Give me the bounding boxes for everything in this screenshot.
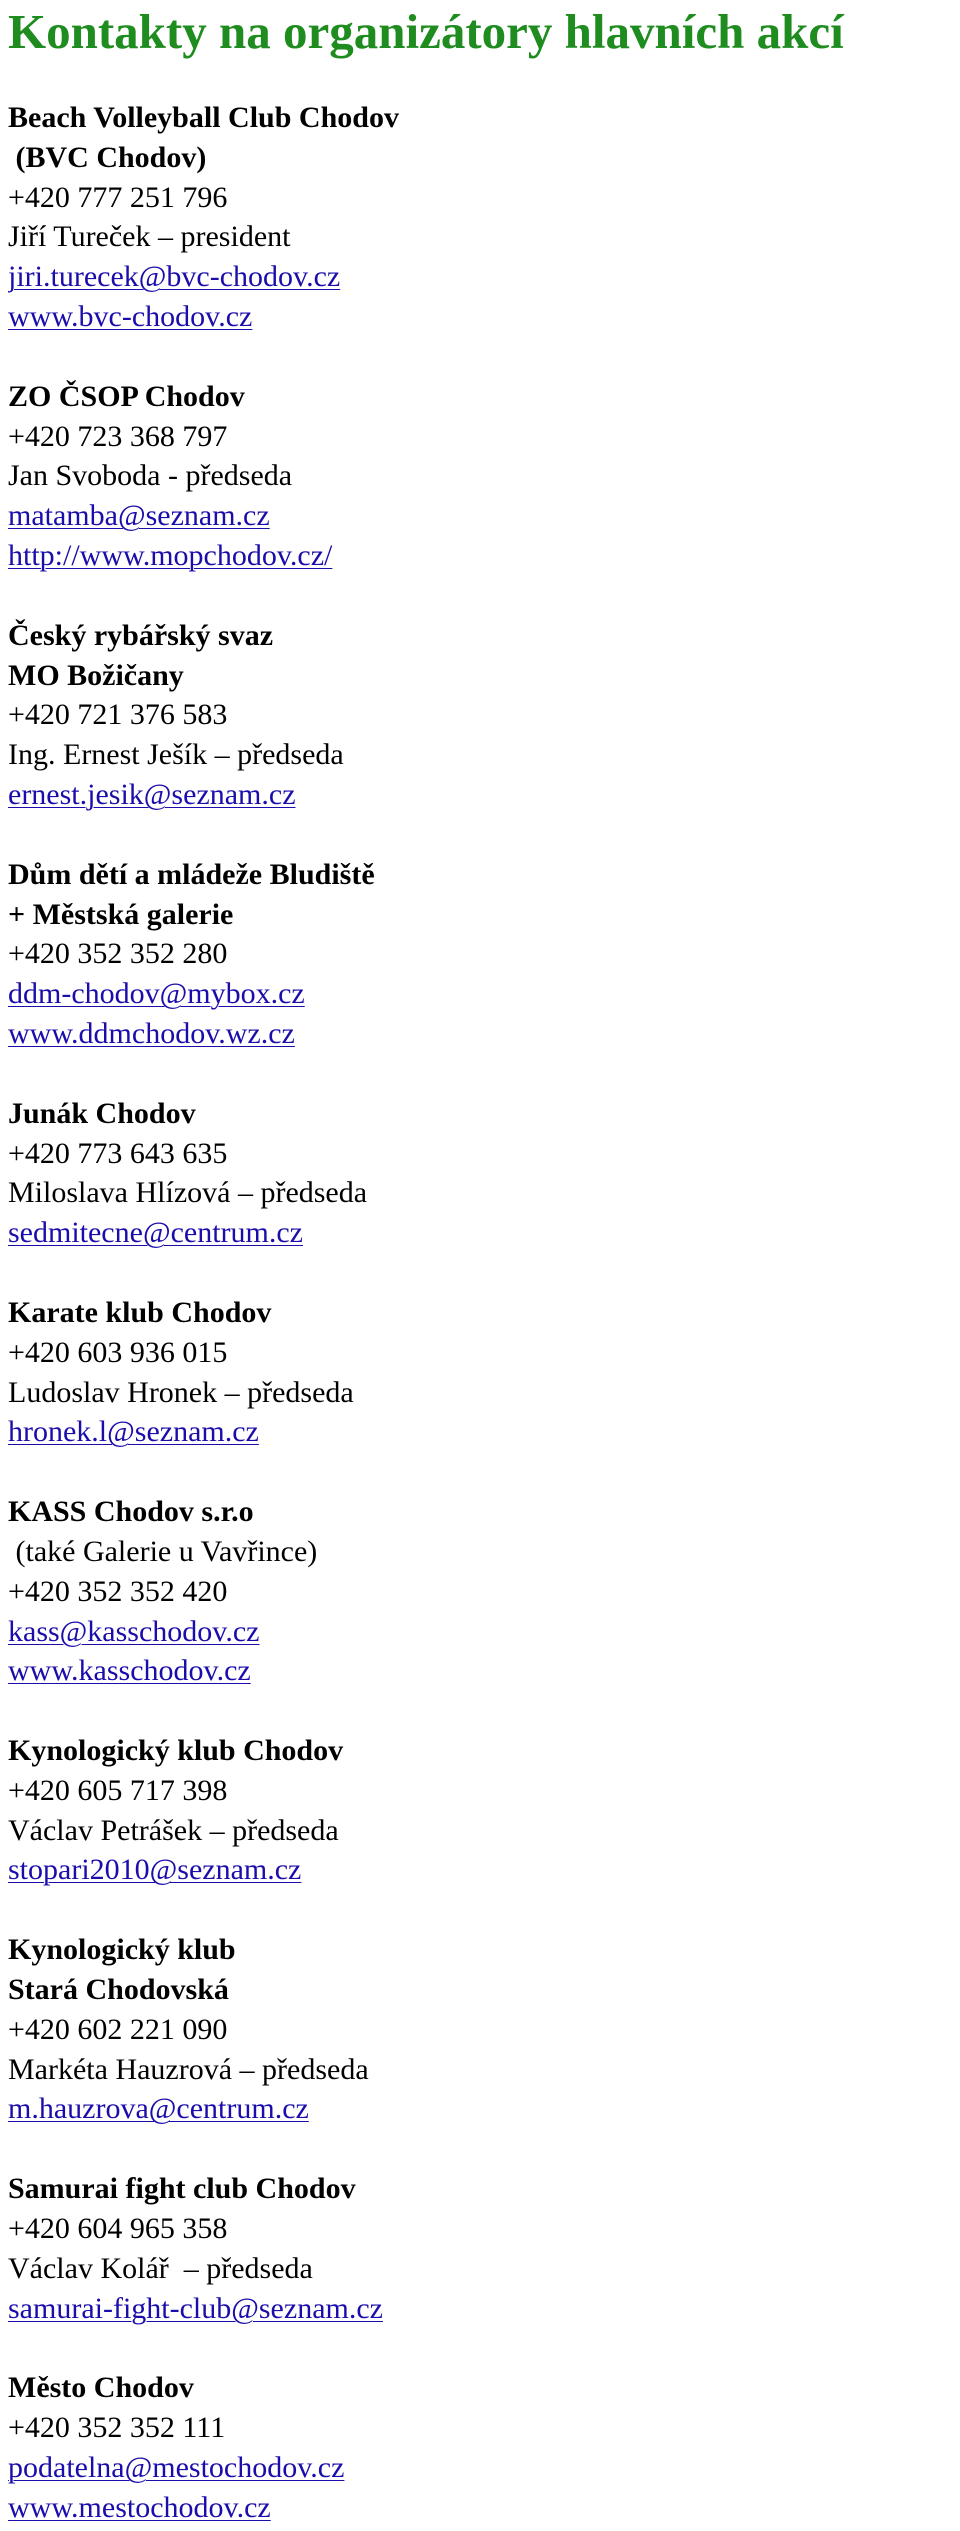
organization-contact <box>8 2368 948 2527</box>
email-link[interactable]: jiri.turecek@bvc-chodov.cz <box>8 260 341 294</box>
phone-number: +420 605 717 398 <box>8 1773 228 1807</box>
organization-name: KASS Chodov s.r.o <box>8 1495 254 1529</box>
organization-name: Junák Chodov <box>8 1096 196 1130</box>
organization-list <box>8 98 948 2528</box>
phone-number: +420 352 352 280 <box>8 937 228 971</box>
organization-name: Český rybářský svaz <box>8 618 274 652</box>
organization-contact <box>8 1293 948 1452</box>
website-link[interactable]: www.ddmchodov.wz.cz <box>8 1016 295 1050</box>
contact-person: Ing. Ernest Ješík – předseda <box>8 738 344 772</box>
phone-number: +420 604 965 358 <box>8 2212 228 2246</box>
email-link[interactable]: sedmitecne@centrum.cz <box>8 1216 303 1250</box>
phone-number: +420 603 936 015 <box>8 1335 228 1369</box>
contact-person: Miloslava Hlízová – předseda <box>8 1176 368 1210</box>
contact-person: Markéta Hauzrová – předseda <box>8 2052 369 2086</box>
contact-person: Ludoslav Hronek – předseda <box>8 1375 354 1409</box>
contact-person: Václav Kolář – předseda <box>8 2251 313 2285</box>
email-link[interactable]: samurai-fight-club@seznam.cz <box>8 2291 383 2325</box>
page-title: Kontakty na organizátory hlavních akcí <box>8 4 844 59</box>
organization-contact <box>8 98 948 337</box>
organization-contact <box>8 1731 948 1890</box>
email-link[interactable]: hronek.l@seznam.cz <box>8 1415 259 1449</box>
phone-number: +420 602 221 090 <box>8 2012 228 2046</box>
organization-name: Beach Volleyball Club Chodov <box>8 101 399 134</box>
organization-name: Město Chodov <box>8 2371 194 2405</box>
organization-name: MO Božičany <box>8 658 184 692</box>
organization-name: Karate klub Chodov <box>8 1295 272 1329</box>
phone-number: +420 777 251 796 <box>8 180 228 214</box>
organization-name: Kynologický klub <box>8 1933 236 1967</box>
organization-name: Stará Chodovská <box>8 1973 229 2007</box>
email-link[interactable]: m.hauzrova@centrum.cz <box>8 2092 309 2126</box>
organization-note: (také Galerie u Vavřince) <box>8 1534 318 1568</box>
website-link[interactable]: www.mestochodov.cz <box>8 2490 271 2524</box>
website-link[interactable]: http://www.mopchodov.cz/ <box>8 538 333 572</box>
website-link[interactable]: www.kasschodov.cz <box>8 1654 251 1688</box>
organization-name: ZO ČSOP Chodov <box>8 379 245 413</box>
phone-number: +420 352 352 420 <box>8 1574 228 1608</box>
organization-name: Samurai fight club Chodov <box>8 2172 356 2206</box>
email-link[interactable]: kass@kasschodov.cz <box>8 1614 260 1648</box>
organization-name: Dům dětí a mládeže Bludiště <box>8 857 375 891</box>
phone-number: +420 352 352 111 <box>8 2411 226 2445</box>
organization-contact <box>8 1492 948 1691</box>
organization-name: Kynologický klub Chodov <box>8 1734 344 1768</box>
phone-number: +420 723 368 797 <box>8 419 228 453</box>
organization-contact <box>8 855 948 1054</box>
email-link[interactable]: matamba@seznam.cz <box>8 499 270 533</box>
organization-name: + Městská galerie <box>8 897 234 931</box>
website-link[interactable]: www.bvc-chodov.cz <box>8 299 253 333</box>
organization-name: (BVC Chodov) <box>8 140 207 174</box>
organization-contact <box>8 1930 948 2129</box>
phone-number: +420 773 643 635 <box>8 1136 228 1170</box>
organization-contact <box>8 616 948 815</box>
contact-person: Václav Petrášek – předseda <box>8 1813 339 1847</box>
organization-contact <box>8 377 948 576</box>
phone-number: +420 721 376 583 <box>8 698 228 732</box>
email-link[interactable]: stopari2010@seznam.cz <box>8 1853 302 1887</box>
contact-person: Jiří Tureček – president <box>8 220 291 254</box>
email-link[interactable]: podatelna@mestochodov.cz <box>8 2451 345 2485</box>
organization-contact <box>8 2169 948 2328</box>
contact-person: Jan Svoboda - předseda <box>8 459 293 493</box>
email-link[interactable]: ddm-chodov@mybox.cz <box>8 977 305 1011</box>
email-link[interactable]: ernest.jesik@seznam.cz <box>8 777 296 811</box>
organization-contact <box>8 1094 948 1253</box>
